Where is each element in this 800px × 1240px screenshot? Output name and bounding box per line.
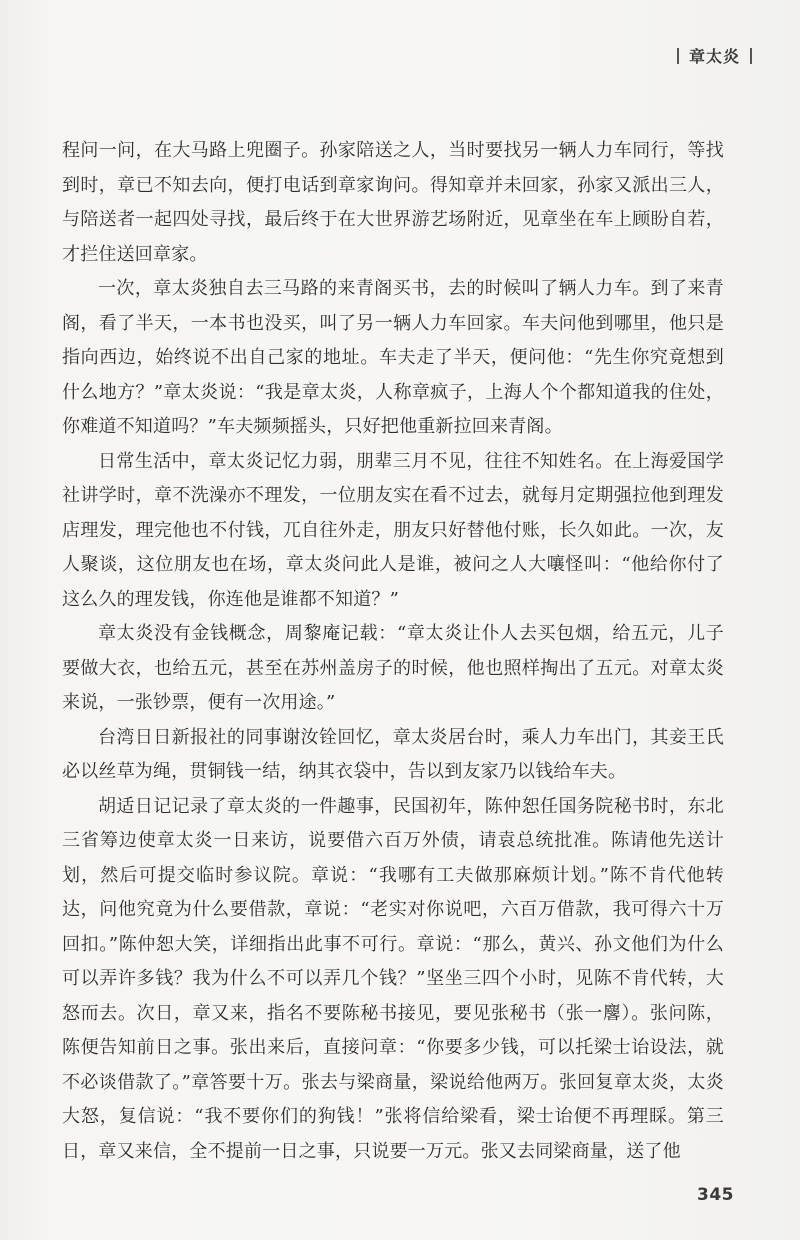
page-number: 345 <box>697 1185 734 1205</box>
header-divider-left <box>677 48 679 64</box>
running-header <box>677 44 752 67</box>
paragraph-6: 胡适日记记录了章太炎的一件趣事，民国初年，陈仲恕任国务院秘书时，东北三省筹边使章太炎一日来访，说要借六百万外债，请袁总统批准。陈请他先送计划，然后可提交临时参议院。章说：“我哪有工夫做那麻烦计划。”陈不肯代他转达，问他究竟为什么要借款，章说：“老实对你说吧，六百万借款，我可得六十万回扣。”陈仲恕大笑，详细指出此事不可行。章说：“那么，黄兴、孙文他们为什么可以弄许多钱？我为什么不可以弄几个钱？”坚坐三四个小时，见陈不肯代转，大怒而去。次日，章又来，指名不要陈秘书接见，要见张秘书（张一麐）。张问陈，陈便告知前日之事。张出来后，直接问章：“你要多少钱，可以托梁士诒设法，就不必谈借款了。”章答要十万。张去与梁商量，梁说给他两万。张回复章太炎，太炎大怒，复信说：“我不要你们的狗钱！”张将信给梁看，梁士诒便不再理睬。第三日，章又来信，全不提前一日之事，只说要一万元。张又去同梁商量，送了他 <box>62 795 724 1162</box>
header-divider-right <box>750 48 752 64</box>
paragraph-1: 程问一问，在大马路上兜圈子。孙家陪送之人，当时要找另一辆人力车同行，等找到时，章已不知去向，便打电话到章家询问。得知章并未回家，孙家又派出三人，与陪送者一起四处寻找，最后终于在大世界游艺场附近，见章坐在车上顾盼自若，才拦住送回章家。 <box>62 140 724 265</box>
body-text <box>62 134 724 1169</box>
paragraph-4: 章太炎没有金钱概念，周黎庵记载：“章太炎让仆人去买包烟，给五元，儿子要做大衣，也给五元，甚至在苏州盖房子的时候，他也照样掏出了五元。对章太炎来说，一张钞票，便有一次用途。” <box>62 623 724 713</box>
paragraph-2: 一次，章太炎独自去三马路的来青阁买书，去的时候叫了辆人力车。到了来青阁，看了半天，一本书也没买，叫了另一辆人力车回家。车夫问他到哪里，他只是指向西边，始终说不出自己家的地址。车夫走了半天，便问他：“先生你究竟想到什么地方？”章太炎说：“我是章太炎，人称章疯子，上海人个个都知道我的住处，你难道不知道吗？”车夫频频摇头，只好把他重新拉回来青阁。 <box>62 278 724 437</box>
running-title: 章太炎 <box>688 47 740 66</box>
paragraph-5: 台湾日日新报社的同事谢汝铨回忆，章太炎居台时，乘人力车出门，其妾王氏必以丝草为绳，贯铜钱一结，纳其衣袋中，告以到友家乃以钱给车夫。 <box>62 726 724 782</box>
paragraph-3: 日常生活中，章太炎记忆力弱，朋辈三月不见，往往不知姓名。在上海爱国学社讲学时，章不洗澡亦不理发，一位朋友实在看不过去，就每月定期强拉他到理发店理发，理完他也不付钱，兀自往外走，朋友只好替他付账，长久如此。一次，友人聚谈，这位朋友也在场，章太炎问此人是谁，被问之人大嚷怪叫：“他给你付了这么久的理发钱，你连他是谁都不知道？” <box>62 450 724 610</box>
